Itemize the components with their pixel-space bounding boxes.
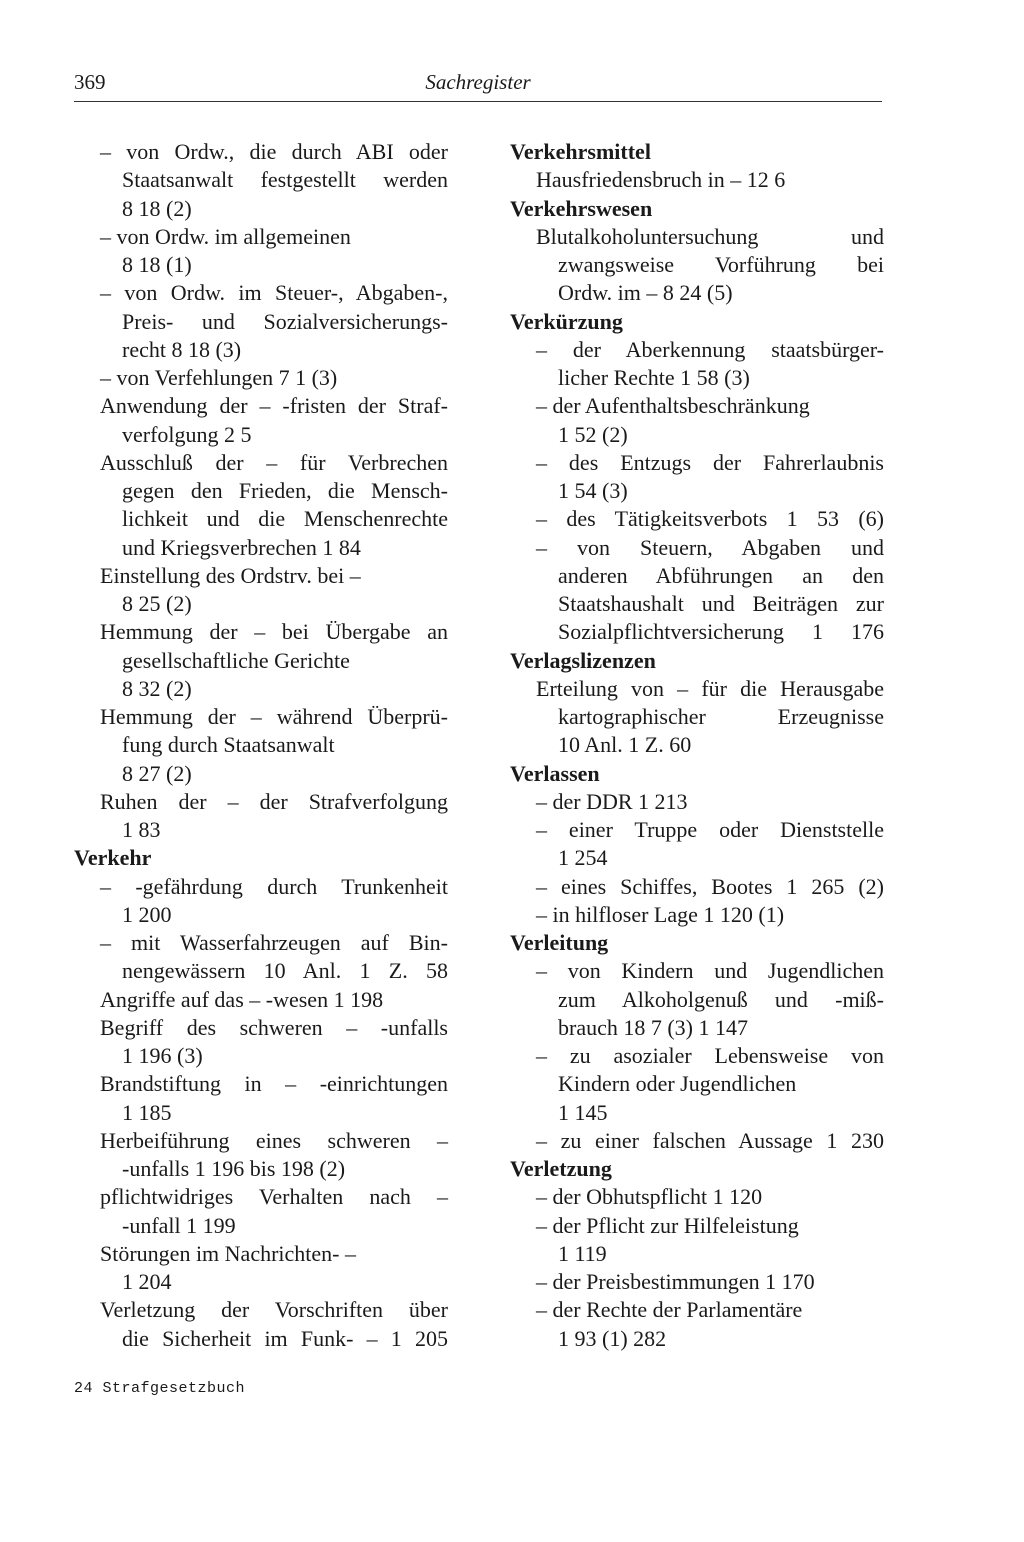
- index-heading: Verkehrsmittel: [510, 139, 651, 164]
- index-entry: – zu asozialer Lebensweise von: [536, 1043, 884, 1068]
- index-entry: – von Ordw. im allgemeinen: [100, 223, 351, 249]
- index-entry: -unfalls 1 196 bis 198 (2): [122, 1156, 346, 1181]
- index-entry: – von Kindern und Jugendlichen: [536, 958, 884, 984]
- index-entry: nengewässern 10 Anl. 1 Z. 58: [122, 958, 448, 984]
- index-entry: Kindern oder Jugendlichen: [558, 1071, 797, 1097]
- index-entry: – der DDR 1 213: [536, 788, 688, 814]
- index-entry: Erteilung von – für die Herausgabe: [536, 675, 884, 701]
- index-entry: – von Steuern, Abgaben und: [536, 534, 884, 560]
- index-entry: Staatsanwalt festgestellt werden: [122, 167, 448, 193]
- index-entry: Hausfriedensbruch in – 12 6: [536, 167, 786, 193]
- index-entry: Verletzung der Vorschriften über: [100, 1297, 448, 1323]
- index-entry: – der Obhutspflicht 1 120: [536, 1184, 763, 1210]
- index-entry: – der Aberkennung staatsbürger-: [536, 336, 884, 362]
- index-entry: kartographischer Erzeugnisse: [558, 704, 884, 729]
- index-entry: Brandstiftung in – -einrichtungen: [100, 1071, 448, 1097]
- index-entry: – des Tätigkeitsverbots 1 53 (6): [536, 506, 884, 532]
- index-entry: 10 Anl. 1 Z. 60: [558, 732, 692, 758]
- index-entry: die Sicherheit im Funk- – 1 205: [122, 1325, 448, 1351]
- running-title: Sachregister: [425, 70, 531, 94]
- index-entry: brauch 18 7 (3) 1 147: [558, 1014, 749, 1040]
- index-entry: 1 145: [558, 1099, 608, 1125]
- index-entry: 1 93 (1) 282: [558, 1325, 667, 1351]
- index-column-left: [74, 138, 448, 1353]
- index-entry: 1 54 (3): [558, 478, 628, 503]
- index-heading: Verleitung: [510, 930, 609, 955]
- index-entry: Hemmung der – während Überprü-: [100, 704, 448, 729]
- index-entry: 8 25 (2): [122, 591, 192, 616]
- index-entry: -unfall 1 199: [122, 1212, 236, 1238]
- index-entry: – von Verfehlungen 7 1 (3): [100, 365, 338, 390]
- index-entry: – eines Schiffes, Bootes 1 265 (2): [536, 873, 884, 899]
- index-entry: 1 52 (2): [558, 421, 628, 447]
- index-entry: fung durch Staatsanwalt: [122, 732, 335, 758]
- index-entry: verfolgung 2 5: [122, 421, 252, 447]
- index-entry: 1 254: [558, 845, 608, 871]
- index-entry: Ausschluß der – für Verbrechen: [100, 449, 448, 475]
- index-entry: licher Rechte 1 58 (3): [558, 365, 750, 390]
- index-heading: Verlassen: [510, 760, 600, 786]
- index-entry: Hemmung der – bei Übergabe an: [100, 619, 448, 645]
- index-heading: Verletzung: [510, 1156, 612, 1181]
- index-entry: – der Rechte der Parlamentäre: [536, 1297, 803, 1323]
- index-entry: recht 8 18 (3): [122, 336, 242, 362]
- index-entry: Herbeiführung eines schweren –: [100, 1127, 448, 1153]
- index-entry: Staatshaushalt und Beiträgen zur: [558, 591, 884, 616]
- index-entry: Ruhen der – der Strafverfolgung: [100, 788, 448, 814]
- index-entry: 1 119: [558, 1240, 607, 1266]
- index-column-right: [510, 138, 884, 1353]
- signature-footer: 24 Strafgesetzbuch: [74, 1380, 246, 1397]
- index-entry: – zu einer falschen Aussage 1 230: [536, 1127, 884, 1153]
- index-entry: Sozialpflichtversicherung 1 176: [558, 619, 884, 645]
- index-entry: – der Pflicht zur Hilfeleistung: [536, 1212, 799, 1238]
- index-entry: Begriff des schweren – -unfalls: [100, 1014, 448, 1040]
- index-entry: Ordw. im – 8 24 (5): [558, 280, 733, 306]
- index-entry: – der Preisbestimmungen 1 170: [536, 1269, 815, 1294]
- index-entry: Störungen im Nachrichten- –: [100, 1240, 356, 1266]
- index-entry: – von Ordw. im Steuer-, Abgaben-,: [100, 280, 448, 306]
- index-entry: und Kriegsverbrechen 1 84: [122, 534, 361, 560]
- index-entry: Preis- und Sozialversicherungs-: [122, 308, 448, 334]
- index-entry: 1 200: [122, 901, 172, 927]
- page-number: 369: [74, 70, 106, 94]
- index-entry: 1 185: [122, 1099, 172, 1125]
- index-entry: anderen Abführungen an den: [558, 562, 884, 588]
- index-entry: – des Entzugs der Fahrerlaubnis: [536, 449, 884, 475]
- index-entry: gegen den Frieden, die Mensch-: [122, 478, 448, 503]
- index-entry: – von Ordw., die durch ABI oder: [100, 139, 448, 164]
- index-entry: 8 27 (2): [122, 760, 192, 786]
- index-entry: – einer Truppe oder Dienststelle: [536, 817, 884, 842]
- index-entry: gesellschaftliche Gerichte: [122, 647, 350, 673]
- index-entry: Anwendung der – -fristen der Straf-: [100, 393, 448, 419]
- index-entry: Einstellung des Ordstrv. bei –: [100, 562, 361, 588]
- index-entry: zwangsweise Vorführung bei: [558, 252, 884, 277]
- index-entry: – mit Wasserfahrzeugen auf Bin-: [100, 930, 448, 955]
- index-heading: Verkehrswesen: [510, 195, 653, 221]
- index-entry: 8 32 (2): [122, 675, 192, 701]
- index-entry: 8 18 (2): [122, 195, 192, 221]
- page-header: [74, 70, 882, 102]
- index-entry: 1 204: [122, 1269, 172, 1294]
- index-entry: 1 83: [122, 817, 161, 842]
- index-heading: Verlagslizenzen: [510, 647, 656, 673]
- index-entry: Blutalkoholuntersuchung und: [536, 223, 884, 249]
- index-entry: 1 196 (3): [122, 1043, 203, 1068]
- index-entry: 8 18 (1): [122, 252, 192, 277]
- index-entry: pflichtwidriges Verhalten nach –: [100, 1184, 448, 1210]
- index-heading: Verkürzung: [510, 308, 623, 334]
- index-entry: – in hilfloser Lage 1 120 (1): [536, 901, 785, 927]
- index-entry: zum Alkoholgenuß und -miß-: [558, 986, 884, 1012]
- index-entry: – -gefährdung durch Trunkenheit: [100, 873, 448, 899]
- index-entry: Angriffe auf das – -wesen 1 198: [100, 986, 384, 1012]
- index-entry: – der Aufenthaltsbeschränkung: [536, 393, 810, 419]
- index-heading: Verkehr: [74, 845, 152, 871]
- header-rule: [74, 101, 882, 102]
- index-entry: lichkeit und die Menschenrechte: [122, 506, 448, 532]
